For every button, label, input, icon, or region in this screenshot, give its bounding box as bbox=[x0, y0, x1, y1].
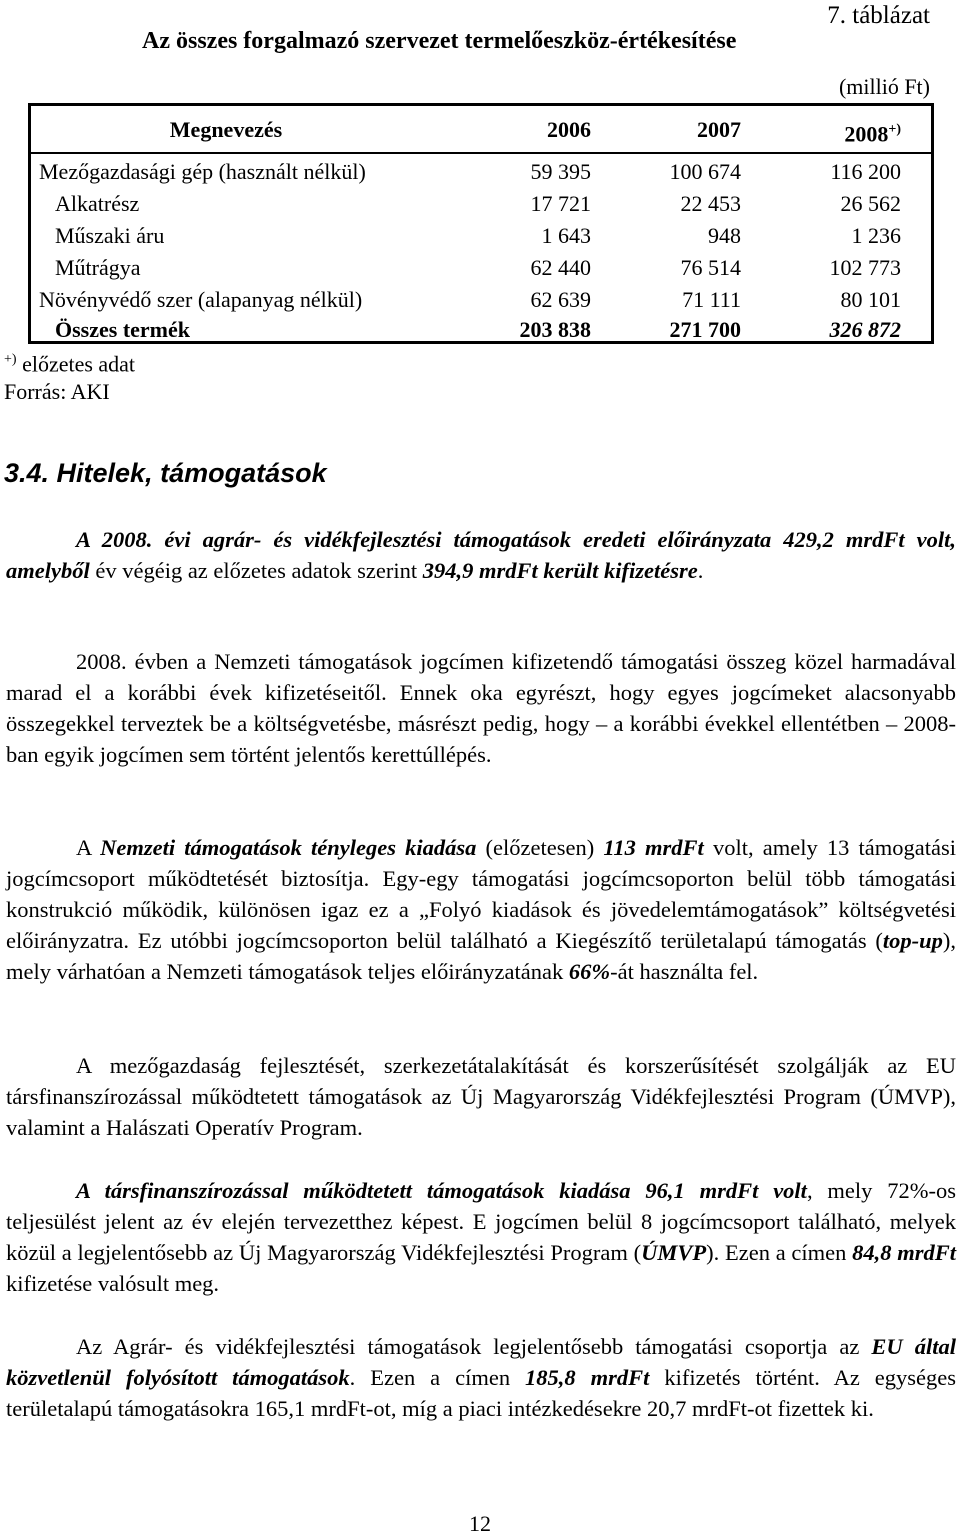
table-title: Az összes forgalmazó szervezet termelőeszköz-értékesítése bbox=[142, 28, 737, 54]
paragraph-6: Az Agrár- és vidékfejlesztési támogatások legjelentősebb támogatási csoportja az EU által közvetlenül folyósított támogatások. Ezen a címen 185,8 mrdFt kifizetés történt. Az egységes területalapú támogatásokra 165,1 mrdFt-ot, míg a piaci intézkedésekre 20,7 mrdFt-ot fizettek ki. bbox=[6, 1334, 957, 1421]
table-unit: (millió Ft) bbox=[838, 74, 930, 99]
row-2008: 1 236 bbox=[851, 223, 901, 248]
row-2007: 71 111 bbox=[682, 287, 741, 312]
sales-table bbox=[28, 103, 934, 344]
header-2006: 2006 bbox=[547, 117, 591, 142]
row-name: Műtrágya bbox=[55, 255, 141, 280]
total-2008: 326 872 bbox=[829, 317, 901, 342]
header-2008: 2008+) bbox=[844, 121, 901, 147]
header-name: Megnevezés bbox=[169, 117, 283, 142]
row-2007: 76 514 bbox=[680, 255, 741, 280]
row-2006: 62 639 bbox=[530, 287, 591, 312]
row-name: Műszaki áru bbox=[55, 223, 165, 248]
header-2007: 2007 bbox=[697, 117, 741, 142]
source-note: Forrás: AKI bbox=[4, 379, 110, 404]
row-2006: 62 440 bbox=[530, 255, 591, 280]
page-number: 12 bbox=[469, 1511, 491, 1536]
paragraph-2: 2008. évben a Nemzeti támogatások jogcímen kifizetendő támogatási összeg közel harmadával marad el a korábbi évek kifizetéseitől. Ennek oka egyrészt, hogy egyes jogcímeket alacsonyabb összegekkel terveztek be a költségvetésbe, másrészt pedig, hogy – a korábbi évekkel ellentétben – 2008-ban egyik jogcímen sem történt jelentős kerettúllépés. bbox=[6, 649, 956, 767]
header-divider bbox=[31, 152, 931, 154]
row-2007: 948 bbox=[708, 223, 741, 248]
section-title: 3.4. Hitelek, támogatások bbox=[4, 458, 327, 488]
table-number: 7. táblázat bbox=[827, 2, 930, 29]
row-name: Növényvédő szer (alapanyag nélkül) bbox=[39, 287, 363, 312]
paragraph-4: A mezőgazdaság fejlesztését, szerkezetátalakítását és korszerűsítését szolgálják az EU társfinanszírozással működtetett támogatások az Új Magyarország Vidékfejlesztési Program (ÚMVP), valamint a Halászati Operatív Program. bbox=[6, 1053, 956, 1140]
row-2008: 116 200 bbox=[830, 159, 901, 184]
total-name: Összes termék bbox=[55, 317, 191, 342]
row-2008: 102 773 bbox=[829, 255, 901, 280]
row-name: Alkatrész bbox=[55, 191, 140, 216]
row-2006: 1 643 bbox=[541, 223, 591, 248]
preliminary-marker: +) bbox=[888, 122, 901, 137]
row-2007: 22 453 bbox=[680, 191, 741, 216]
row-2007: 100 674 bbox=[669, 159, 741, 184]
row-2006: 59 395 bbox=[530, 159, 591, 184]
footnote: +) előzetes adat bbox=[4, 351, 136, 377]
row-2008: 26 562 bbox=[840, 191, 901, 216]
paragraph-5: A társfinanszírozással működtetett támogatások kiadása 96,1 mrdFt volt, mely 72%-os teljesülést jelent az év elején tervezetthez képest. E jogcímen belül 8 jogcímcsoport található, melyek közül a legjelentősebb az Új Magyarország Vidékfejlesztési Program (ÚMVP). Ezen a címen 84,8 mrdFt kifizetése valósult meg. bbox=[6, 1178, 956, 1296]
paragraph-3: A Nemzeti támogatások tényleges kiadása (előzetesen) 113 mrdFt volt, amely 13 támogatási jogcímcsoport működtetését biztosítja. Egy-egy támogatási jogcímcsoporton belül több támogatási konstrukció működik, különösen igaz ez a „Folyó kiadások és jövedelemtámogatások” költségvetési előirányzatra. Ez utóbbi jogcímcsoporton belül található a Kiegészítő területalapú támogatás (top-up), mely várhatóan a Nemzeti támogatások teljes előirányzatának 66%-át használta fel. bbox=[6, 835, 956, 984]
total-2007: 271 700 bbox=[669, 317, 741, 342]
total-2006: 203 838 bbox=[519, 317, 591, 342]
row-name: Mezőgazdasági gép (használt nélkül) bbox=[39, 159, 366, 184]
paragraph-1: A 2008. évi agrár- és vidékfejlesztési támogatások eredeti előirányzata 429,2 mrdFt volt, amelyből év végéig az előzetes adatok szerint 394,9 mrdFt került kifizetésre. bbox=[6, 527, 956, 583]
row-2008: 80 101 bbox=[840, 287, 901, 312]
row-2006: 17 721 bbox=[530, 191, 591, 216]
